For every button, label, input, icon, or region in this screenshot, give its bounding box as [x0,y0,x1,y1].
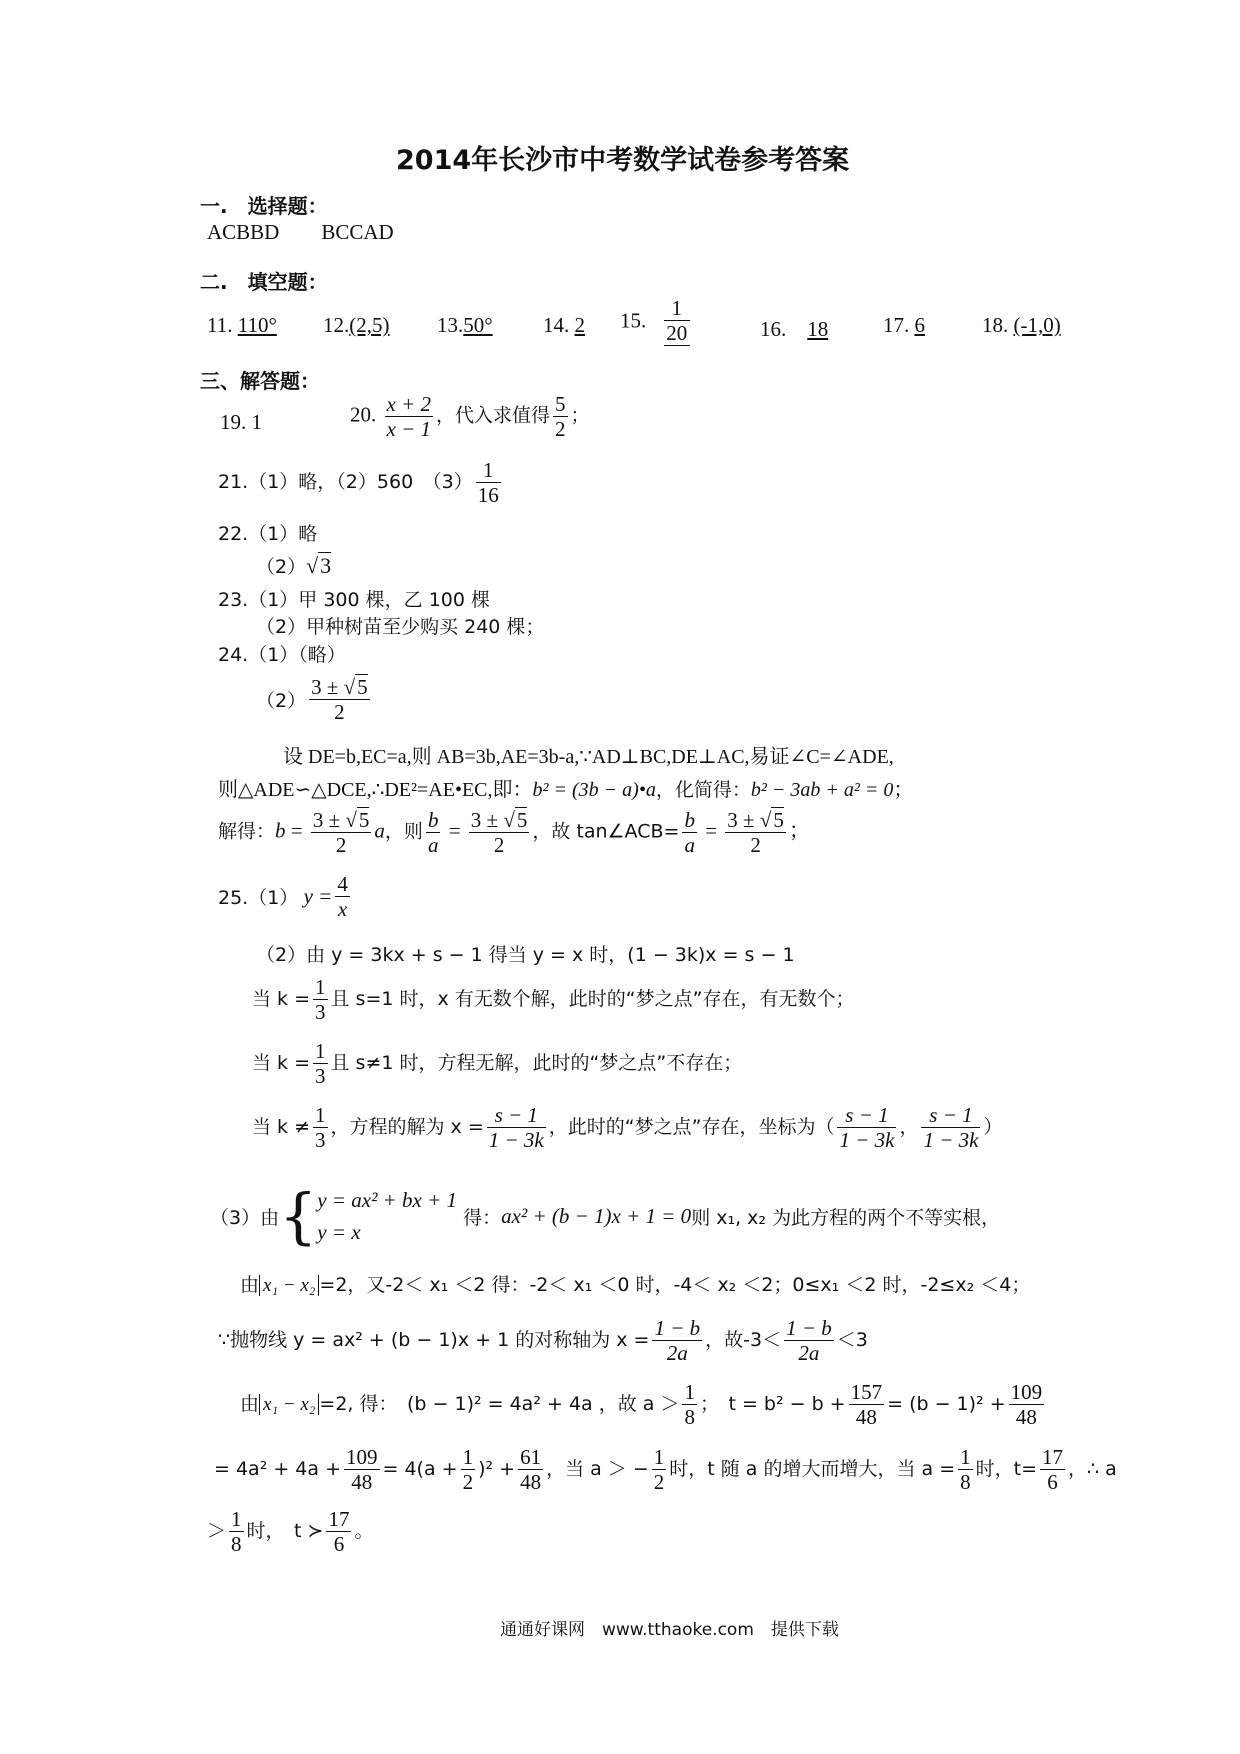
answer-25-line11: ＞ $\frac{1}{8}$ 时， t ≻ $\frac{17}{6}$ 。 [207,1507,374,1557]
fill-answer-18: 18. (-1,0) [982,313,1061,337]
answer-25-line7: 由 x₁ − x₂ =2，又-2＜ x₁ ＜2 得：-2＜ x₁ ＜0 时，-4＜ x₂ ＜2；0≤x₁ ＜2 时，-2≤x₂ ＜4； [240,1274,1031,1296]
footer-source: 通通好课网 www.tthaoke.com 提供下载 [500,1620,839,1640]
fill-answer-13: 13.50° [437,313,493,337]
answer-25-line10: = 4a² + 4a + $\frac{109}{48}$ = 4(a + $\frac{1}{2}$ )² + $\frac{61}{48}$ ，当 a ＞ − $\frac{1}{2}$ 时，t 随 a 的增大而增大，当 a = $\frac{1}{8}$ 时，t= $\frac{17}{6}$ ，∴ a [214,1445,1117,1495]
answer-25-part3: （3）由{ y = ax² + bx + 1 y = x 得：ax² + (b − 1)x + 1 = 0则 x₁, x₂ 为此方程的两个不等实根， [210,1181,1001,1252]
answer-22-part2: （2）√3 [256,553,332,578]
section-heading-solve: 三、解答题： [200,369,320,393]
answer-25-line3: 当 k = $\frac{1}{3}$ 且 s=1 时，x 有无数个解，此时的“梦之点”存在，有无数个； [252,975,855,1025]
page-title: 2014年长沙市中考数学试卷参考答案 [396,145,850,176]
fill-answer-11: 11. 110° [207,313,277,337]
answer-25-line4: 当 k = $\frac{1}{3}$ 且 s≠1 时，方程无解，此时的“梦之点”不存在； [252,1039,743,1089]
answer-24-line3: 设 DE=b,EC=a,则 AB=3b,AE=3b-a,∵AD⊥BC,DE⊥AC,易证∠C=∠ADE, [283,746,894,768]
answer-23-part2: （2）甲种树苗至少购买 240 棵； [256,616,545,638]
fill-answer-14: 14. 2 [543,313,585,337]
fill-answer-15: 15. $\frac{1}{20}$ [620,296,693,346]
section-heading-fill: 二. 填空题： [200,270,328,294]
section-heading-choice: 一. 选择题： [200,194,328,218]
answer-20: 20. $\frac{x + 2}{x - 1}$ ，代入求值得 $\frac{5}{2}$ ； [350,392,590,442]
answer-24-part1: 24.（1）（略） [218,644,346,666]
answer-25-part1: 25.（1） y = $\frac{4}{x}$ [218,872,348,922]
answer-19: 19. 1 [220,410,262,434]
fill-answer-16: 16. 18 [760,317,829,341]
answer-23-part1: 23.（1）甲 300 棵，乙 100 棵 [218,589,490,611]
answer-24-line4: 则△ADE∽△DCE,∴DE²=AE•EC,即：b² = (3b − a)•a，化简得：b² − 3ab + a² = 0； [218,779,914,801]
answer-25-line5: 当 k ≠ $\frac{1}{3}$ ，方程的解为 x = $\frac{s - 1}{1 - 3k}$ ，此时的“梦之点”存在，坐标为（ $\frac{s - 1}{1 - 3k}$ ， $\frac{s - 1}{1 - 3k}$ ） [252,1103,1003,1153]
fill-answer-17: 17. 6 [883,313,925,337]
choice-answers: ACBBD BCCAD [207,220,394,244]
fill-answer-12: 12.(2,5) [323,313,390,337]
answer-24-part2: （2） $\frac{3 \pm √5}{2}$ [256,675,368,725]
answer-25-line9: 由 x₁ − x₂ =2, 得： (b − 1)² = 4a² + 4a ，故 a ＞ $\frac{1}{8}$ ； t = b² − b + $\frac{157}{48}$ = (b − 1)² + $\frac{109}{48}$ [240,1380,1043,1430]
answer-25-part2: （2）由 y = 3kx + s − 1 得当 y = x 时，(1 − 3k)x = s − 1 [256,944,795,966]
answer-24-line5: 解得：b = $\frac{3 \pm √5}{2}$ a，则 $\frac{b}{a}$ = $\frac{3 \pm √5}{2}$ ，故 tan∠ACB= $\frac{b}{a}$ = $\frac{3 \pm √5}{2}$ ； [218,808,810,858]
answer-22-part1: 22.（1）略 [218,523,318,545]
answer-25-line8: ∵抛物线 y = ax² + (b − 1)x + 1 的对称轴为 x = $\frac{1 - b}{2a}$ ，故-3＜ $\frac{1 - b}{2a}$ ＜3 [218,1316,868,1366]
answer-21: 21.（1）略，（2）560 （3） $\frac{1}{16}$ [218,458,499,508]
